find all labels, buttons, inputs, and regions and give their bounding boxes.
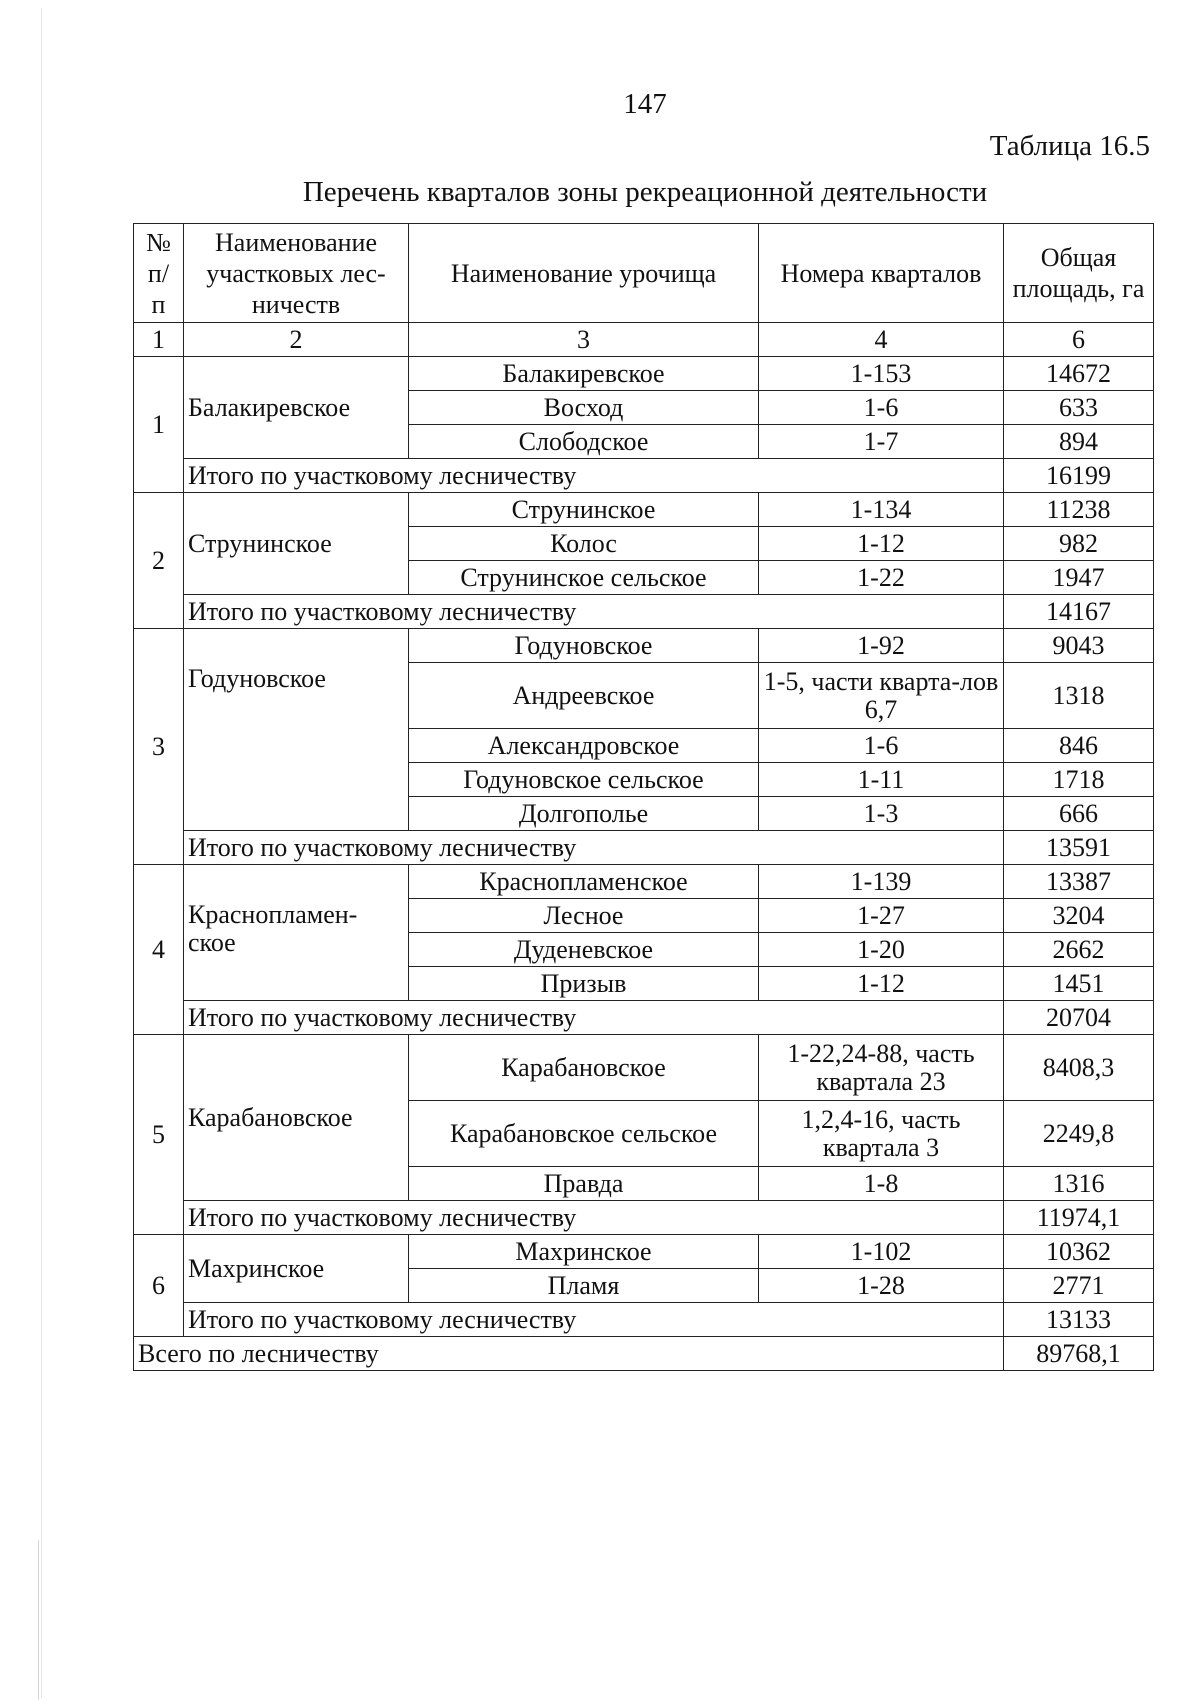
total-row <box>134 1337 1154 1371</box>
table-title: Перечень кварталов зоны рекреационной деятельности <box>302 176 988 208</box>
table-row <box>134 629 1154 663</box>
area-value: 982 <box>1004 527 1154 561</box>
group-index: 1 <box>134 357 184 493</box>
scan-margin-line <box>41 8 42 1698</box>
column-number: 4 <box>759 323 1004 357</box>
subtotal-row <box>134 595 1154 629</box>
table-row <box>134 357 1154 391</box>
area-value: 3204 <box>1004 899 1154 933</box>
quarter-numbers: 1-134 <box>759 493 1004 527</box>
group-index: 4 <box>134 865 184 1035</box>
quarter-numbers: 1-139 <box>759 865 1004 899</box>
area-value: 1451 <box>1004 967 1154 1001</box>
quarter-numbers: 1-5, части кварта-лов 6,7 <box>759 663 1004 729</box>
group-index: 2 <box>134 493 184 629</box>
forestry-name: Махринское <box>184 1235 409 1303</box>
quarter-numbers: 1-102 <box>759 1235 1004 1269</box>
forestry-name: Балакиревское <box>184 357 409 459</box>
table-row <box>134 865 1154 899</box>
area-value: 894 <box>1004 425 1154 459</box>
subtotal-label: Итого по участковому лесничеству <box>184 831 1004 865</box>
page-number: 147 <box>623 88 667 120</box>
group-index: 6 <box>134 1235 184 1337</box>
header-forestry: Наименование участковых лес-ничеств <box>184 224 409 323</box>
area-value: 11238 <box>1004 493 1154 527</box>
forestry-name: Годуновское <box>184 629 409 831</box>
tract-name: Слободское <box>409 425 759 459</box>
tract-name: Долгополье <box>409 797 759 831</box>
subtotal-row <box>134 831 1154 865</box>
header-area: Общая площадь, га <box>1004 224 1154 323</box>
subtotal-label: Итого по участковому лесничеству <box>184 1001 1004 1035</box>
tract-name: Андреевское <box>409 663 759 729</box>
quarter-numbers: 1-8 <box>759 1167 1004 1201</box>
area-value: 1318 <box>1004 663 1154 729</box>
area-value: 10362 <box>1004 1235 1154 1269</box>
area-value: 8408,3 <box>1004 1035 1154 1101</box>
subtotal-row <box>134 459 1154 493</box>
subtotal-row <box>134 1201 1154 1235</box>
area-value: 1947 <box>1004 561 1154 595</box>
forestry-name: Краснопламен-ское <box>184 865 409 1001</box>
column-number-row <box>134 323 1154 357</box>
subtotal-value: 16199 <box>1004 459 1154 493</box>
quarter-numbers: 1-6 <box>759 391 1004 425</box>
subtotal-value: 14167 <box>1004 595 1154 629</box>
quarter-numbers: 1-92 <box>759 629 1004 663</box>
scan-margin-line <box>38 1540 39 1700</box>
tract-name: Правда <box>409 1167 759 1201</box>
tract-name: Махринское <box>409 1235 759 1269</box>
tract-name: Колос <box>409 527 759 561</box>
quarter-numbers: 1-153 <box>759 357 1004 391</box>
tract-name: Краснопламенское <box>409 865 759 899</box>
table-row <box>134 1235 1154 1269</box>
area-value: 2249,8 <box>1004 1101 1154 1167</box>
forestry-name: Струнинское <box>184 493 409 595</box>
area-value: 1718 <box>1004 763 1154 797</box>
quarter-numbers: 1-27 <box>759 899 1004 933</box>
quarter-numbers: 1-11 <box>759 763 1004 797</box>
table-body <box>134 323 1154 1371</box>
total-value: 89768,1 <box>1004 1337 1154 1371</box>
area-value: 2771 <box>1004 1269 1154 1303</box>
column-number: 6 <box>1004 323 1154 357</box>
quarter-numbers: 1-22 <box>759 561 1004 595</box>
tract-name: Дуденевское <box>409 933 759 967</box>
tract-name: Восход <box>409 391 759 425</box>
subtotal-value: 13591 <box>1004 831 1154 865</box>
header-quarters: Номера кварталов <box>759 224 1004 323</box>
column-number: 2 <box>184 323 409 357</box>
tract-name: Годуновское сельское <box>409 763 759 797</box>
quarter-numbers: 1-7 <box>759 425 1004 459</box>
total-label: Всего по лесничеству <box>134 1337 1004 1371</box>
header-num: № п/ п <box>134 224 184 323</box>
subtotal-row <box>134 1001 1154 1035</box>
quarters-table <box>133 223 1154 1371</box>
subtotal-row <box>134 1303 1154 1337</box>
table-label: Таблица 16.5 <box>989 130 1150 162</box>
quarter-numbers: 1-12 <box>759 527 1004 561</box>
tract-name: Балакиревское <box>409 357 759 391</box>
tract-name: Карабановское сельское <box>409 1101 759 1167</box>
area-value: 633 <box>1004 391 1154 425</box>
quarter-numbers: 1,2,4-16, часть квартала 3 <box>759 1101 1004 1167</box>
column-number: 1 <box>134 323 184 357</box>
tract-name: Призыв <box>409 967 759 1001</box>
header-tract: Наименование урочища <box>409 224 759 323</box>
tract-name: Карабановское <box>409 1035 759 1101</box>
subtotal-value: 20704 <box>1004 1001 1154 1035</box>
quarter-numbers: 1-20 <box>759 933 1004 967</box>
area-value: 13387 <box>1004 865 1154 899</box>
subtotal-label: Итого по участковому лесничеству <box>184 459 1004 493</box>
forestry-name: Карабановское <box>184 1035 409 1201</box>
area-value: 14672 <box>1004 357 1154 391</box>
tract-name: Струнинское сельское <box>409 561 759 595</box>
tract-name: Годуновское <box>409 629 759 663</box>
area-value: 666 <box>1004 797 1154 831</box>
group-index: 3 <box>134 629 184 865</box>
area-value: 1316 <box>1004 1167 1154 1201</box>
subtotal-label: Итого по участковому лесничеству <box>184 1303 1004 1337</box>
quarter-numbers: 1-3 <box>759 797 1004 831</box>
quarter-numbers: 1-12 <box>759 967 1004 1001</box>
tract-name: Александровское <box>409 729 759 763</box>
table-row <box>134 1035 1154 1101</box>
subtotal-label: Итого по участковому лесничеству <box>184 1201 1004 1235</box>
header-row <box>134 224 1154 323</box>
tract-name: Струнинское <box>409 493 759 527</box>
quarter-numbers: 1-22,24-88, часть квартала 23 <box>759 1035 1004 1101</box>
subtotal-value: 13133 <box>1004 1303 1154 1337</box>
subtotal-label: Итого по участковому лесничеству <box>184 595 1004 629</box>
column-number: 3 <box>409 323 759 357</box>
area-value: 2662 <box>1004 933 1154 967</box>
area-value: 846 <box>1004 729 1154 763</box>
area-value: 9043 <box>1004 629 1154 663</box>
quarter-numbers: 1-6 <box>759 729 1004 763</box>
group-index: 5 <box>134 1035 184 1235</box>
quarter-numbers: 1-28 <box>759 1269 1004 1303</box>
subtotal-value: 11974,1 <box>1004 1201 1154 1235</box>
tract-name: Пламя <box>409 1269 759 1303</box>
tract-name: Лесное <box>409 899 759 933</box>
table-row <box>134 493 1154 527</box>
